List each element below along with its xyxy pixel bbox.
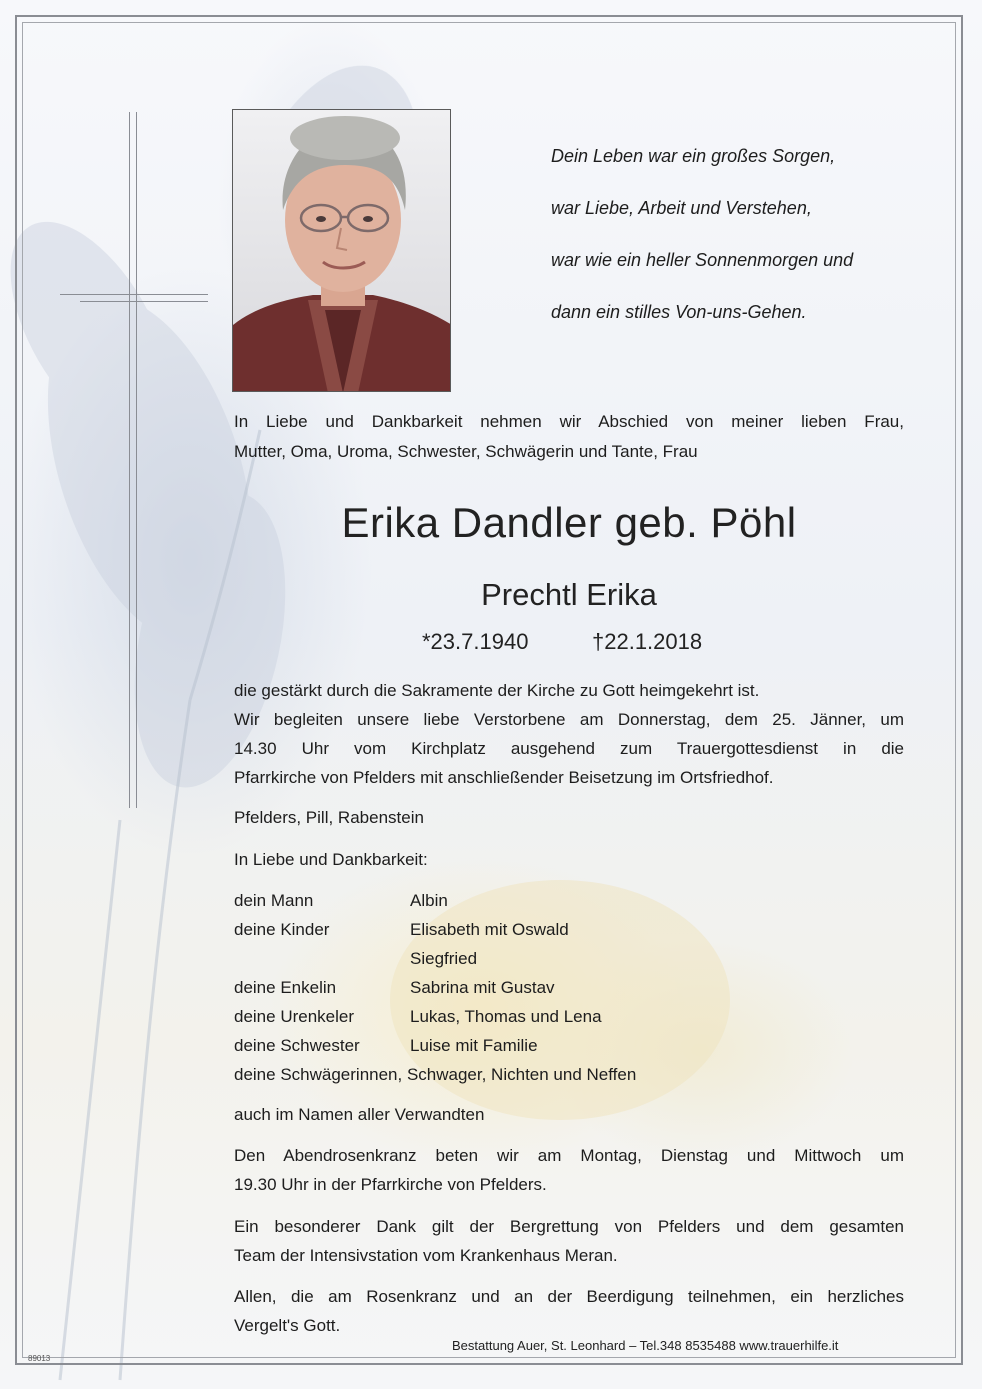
funeral-home-footer: Bestattung Auer, St. Leonhard – Tel.348 8535488 www.trauerhilfe.it xyxy=(452,1338,839,1353)
rosary-line: Den Abendrosenkranz beten wir am Montag, Dienstag und Mittwoch um xyxy=(234,1146,904,1165)
poem xyxy=(551,134,931,342)
places: Pfelders, Pill, Rabenstein xyxy=(234,808,424,827)
intro-line: In Liebe und Dankbarkeit nehmen wir Abschied von meiner lieben Frau, xyxy=(234,412,904,431)
poem-line: war Liebe, Arbeit und Verstehen, xyxy=(551,198,812,218)
rosary-line: 19.30 Uhr in der Pfarrkirche von Pfelders. xyxy=(234,1175,547,1194)
mourner-relation: deine Urenkeler xyxy=(234,1007,355,1026)
thanks-text xyxy=(234,1212,904,1270)
closing-line: Vergelt's Gott. xyxy=(234,1316,341,1335)
print-code: 89013 xyxy=(28,1354,51,1363)
mourner-names: Luise mit Familie xyxy=(410,1036,538,1055)
announcement-line: Pfarrkirche von Pfelders mit anschließender Beisetzung im Ortsfriedhof. xyxy=(234,768,774,787)
announcement-text xyxy=(234,676,904,792)
announcement-line: die gestärkt durch die Sakramente der Kirche zu Gott heimgekehrt ist. xyxy=(234,681,760,700)
intro-text xyxy=(234,407,904,467)
cross-icon xyxy=(129,112,130,808)
poem-line: dann ein stilles Von-uns-Gehen. xyxy=(551,302,807,322)
death-date: †22.1.2018 xyxy=(592,629,703,654)
cross-horizontal-line xyxy=(60,294,208,295)
closing-text xyxy=(234,1282,904,1340)
relatives-line: auch im Namen aller Verwandten xyxy=(234,1105,485,1124)
portrait-photo xyxy=(232,109,451,392)
list-item xyxy=(234,915,904,944)
mourners-list xyxy=(234,886,904,1089)
mourner-names: Sabrina mit Gustav xyxy=(410,978,555,997)
poem-line: Dein Leben war ein großes Sorgen, xyxy=(551,146,836,166)
birth-date: *23.7.1940 xyxy=(422,629,529,654)
thanks-line: Ein besonderer Dank gilt der Bergrettung von Pfelders und dem gesamten xyxy=(234,1217,904,1236)
deceased-name: Erika Dandler geb. Pöhl xyxy=(341,499,797,546)
announcement-line: Wir begleiten unsere liebe Verstorbene am Donnerstag, dem 25. Jänner, um xyxy=(234,710,904,729)
list-item xyxy=(234,1060,904,1089)
deceased-alias: Prechtl Erika xyxy=(481,577,657,612)
announcement-line: 14.30 Uhr vom Kirchplatz ausgehend zum Trauergottesdienst in die xyxy=(234,739,904,758)
mourner-names: Lukas, Thomas und Lena xyxy=(410,1007,602,1026)
list-item xyxy=(234,1031,904,1060)
list-item xyxy=(234,973,904,1002)
thanks-line: Team der Intensivstation vom Krankenhaus Meran. xyxy=(234,1246,618,1265)
list-item xyxy=(234,1002,904,1031)
mourner-relation: dein Mann xyxy=(234,891,314,910)
list-item xyxy=(234,886,904,915)
mourner-names: Albin xyxy=(410,891,448,910)
poem-line: war wie ein heller Sonnenmorgen und xyxy=(551,250,854,270)
cross-horizontal-line-inner xyxy=(80,301,208,302)
mourner-relation: deine Kinder xyxy=(234,920,330,939)
intro-line: Mutter, Oma, Uroma, Schwester, Schwägerin und Tante, Frau xyxy=(234,442,698,461)
mourner-relation: deine Enkelin xyxy=(234,978,337,997)
cross-vertical-line xyxy=(136,112,137,808)
list-item xyxy=(234,944,904,973)
rosary-text xyxy=(234,1141,904,1199)
mourner-relation: deine Schwägerinnen, Schwager, Nichten und Neffen xyxy=(234,1065,637,1084)
gratitude-heading: In Liebe und Dankbarkeit: xyxy=(234,850,428,869)
mourner-names: Elisabeth mit Oswald xyxy=(410,920,569,939)
mourner-relation: deine Schwester xyxy=(234,1036,360,1055)
closing-line: Allen, die am Rosenkranz und an der Beerdigung teilnehmen, ein herzliches xyxy=(234,1287,904,1306)
mourner-names: Siegfried xyxy=(410,949,478,968)
